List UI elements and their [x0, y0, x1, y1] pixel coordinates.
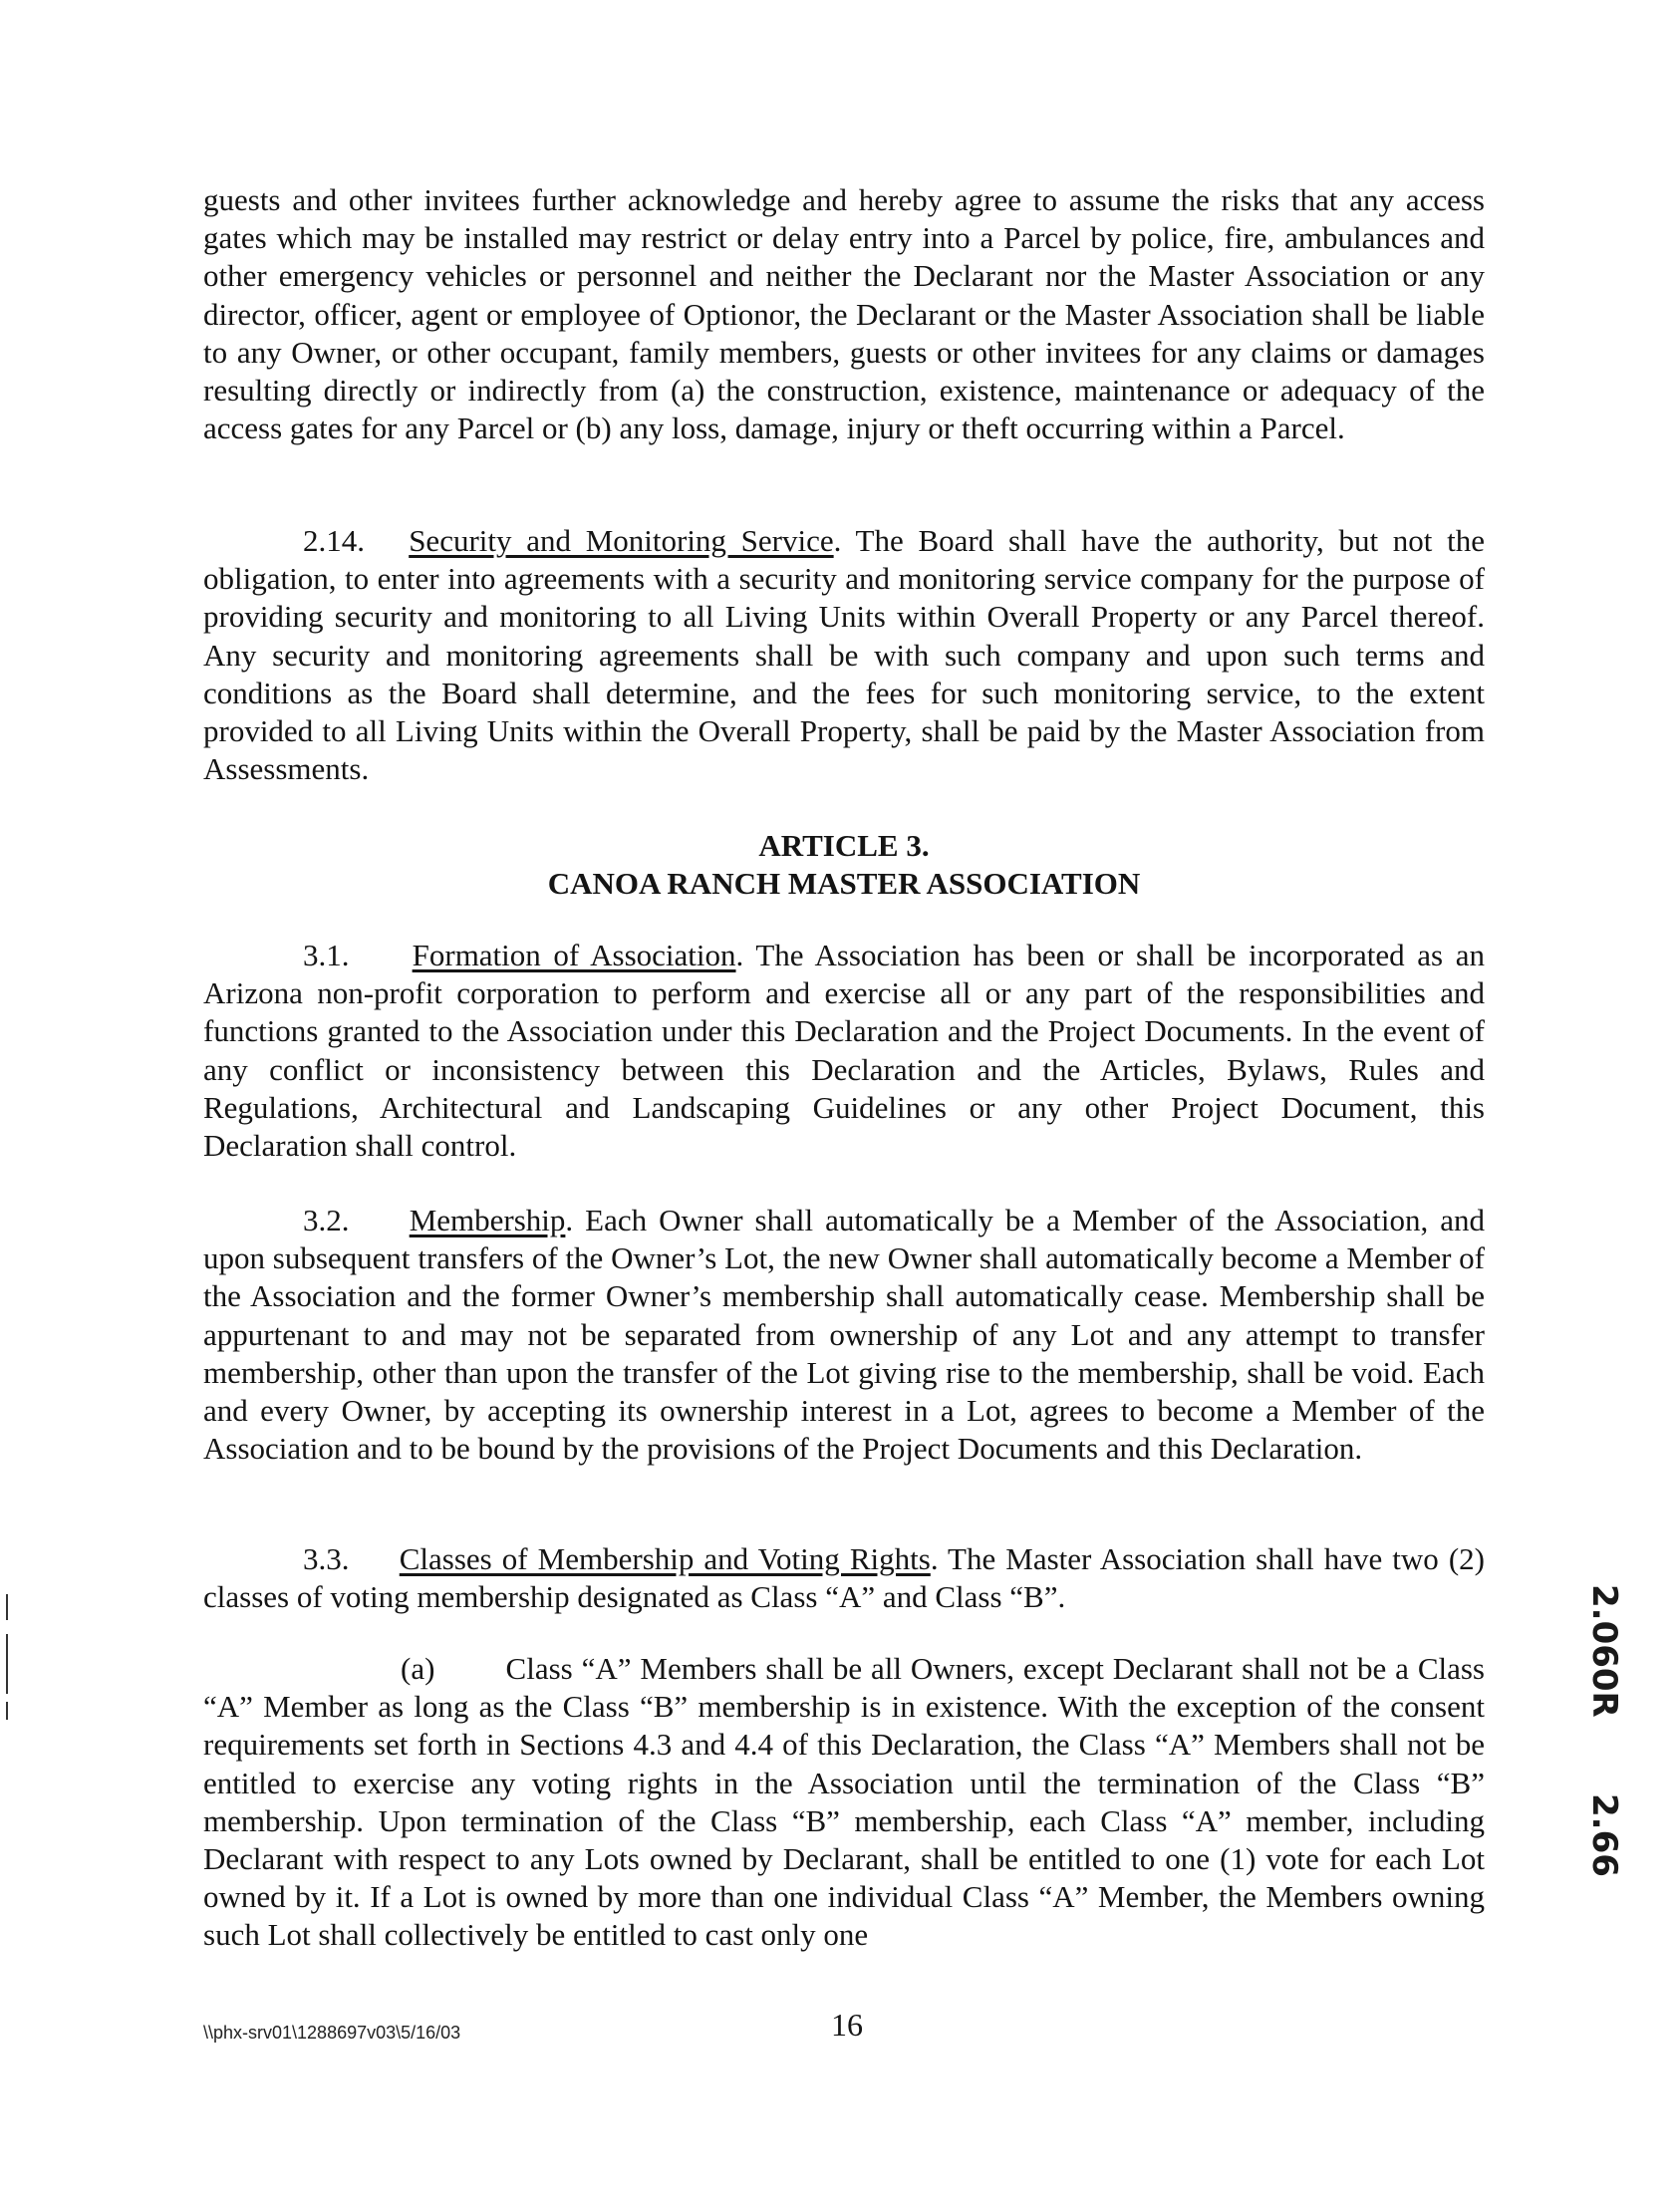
- paragraph-text: guests and other invitees further acknowledge and hereby agree to assume the risks that any access gates which may be installed may restrict or delay entry into a Parcel by police, fire, ambulances and other emergency vehicles or personnel and neither the Declarant nor the Master Association or any director, officer, agent or employee of Optionor, the Declarant or the Master Association shall be liable to any Owner, or other occupant, family members, guests or other invitees for any claims or damages resulting directly or indirectly from (a) the construction, existence, maintenance or adequacy of the access gates for any Parcel or (b) any loss, damage, injury or theft occurring within a Parcel.: [203, 182, 1485, 446]
- section-number: 3.2.: [303, 1203, 350, 1237]
- docket-stamp-text: 2.060R: [1584, 1584, 1624, 1718]
- section-3-1: [203, 937, 1485, 1165]
- section-number: 3.3.: [303, 1541, 350, 1576]
- section-title: Classes of Membership and Voting Rights: [399, 1541, 931, 1576]
- section-number: 3.1.: [303, 938, 350, 972]
- article-number: ARTICLE 3.: [758, 828, 930, 863]
- section-title: Security and Monitoring Service: [409, 523, 834, 558]
- section-3-3-a: [203, 1650, 1485, 1955]
- section-body: . The Board shall have the authority, but not the obligation, to enter into agreements with a security and monitoring service company for the purpose of providing security and monitoring to all Living Units within Overall Property or any Parcel thereof. Any security and monitoring agreements shall be with such company and upon such terms and conditions as the Board shall determine, and the fees for such monitoring service, to the extent provided to all Living Units within the Overall Property, shall be paid by the Master Association from Assessments.: [203, 523, 1486, 787]
- section-3-3: [203, 1540, 1485, 1616]
- subsection-label: (a): [401, 1651, 435, 1686]
- section-body: . Each Owner shall automatically be a Member of the Association, and upon subsequent transfers of the Owner’s Lot, the new Owner shall automatically become a Member of the Association and the former Owner’s membership shall automatically cease. Membership shall be appurtenant to and may not be separated from ownership of any Lot and any attempt to transfer membership, other than upon the transfer of the Lot giving rise to the membership, shall be void. Each and every Owner, by accepting its ownership interest in a Lot, agrees to become a Member of the Association and to be bound by the provisions of the Project Documents and this Declaration.: [203, 1203, 1486, 1467]
- margin-mark: [6, 1702, 8, 1720]
- article-title: CANOA RANCH MASTER ASSOCIATION: [547, 866, 1141, 901]
- section-number: 2.14.: [303, 523, 365, 558]
- page-stamp-text: 2.66: [1584, 1793, 1624, 1877]
- margin-mark: [6, 1594, 8, 1620]
- section-3-2: [203, 1202, 1485, 1468]
- subsection-body: Class “A” Members shall be all Owners, except Declarant shall not be a Class “A” Member as long as the Class “B” membership is in existence. With the exception of the consent requirements set forth in Sections 4.3 and 4.4 of this Declaration, the Class “A” Members shall not be entitled to exercise any voting rights in the Association until the termination of the Class “B” membership. Upon termination of the Class “B” membership, each Class “A” member, including Declarant with respect to any Lots owned by Declarant, shall be entitled to one (1) vote for each Lot owned by it. If a Lot is owned by more than one individual Class “A” Member, the Members owning such Lot shall collectively be entitled to cast only one: [203, 1651, 1485, 1953]
- section-body: . The Association has been or shall be incorporated as an Arizona non-profit corporation to perform and exercise all or any part of the responsibilities and functions granted to the Association under this Declaration and the Project Documents. In the event of any conflict or inconsistency between this Declaration and the Articles, Bylaws, Rules and Regulations, Architectural and Landscaping Guidelines or any other Project Document, this Declaration shall control.: [203, 938, 1486, 1164]
- margin-mark: [6, 1634, 8, 1694]
- page-stamp: [1584, 1793, 1680, 2112]
- document-path: \\phx-srv01\1288697v03\5/16/03: [203, 2023, 461, 2043]
- section-2-14: [203, 522, 1485, 788]
- page-number: 16: [831, 2007, 863, 2043]
- section-title: Formation of Association: [412, 938, 736, 972]
- paragraph-access-gates: [203, 181, 1485, 447]
- section-title: Membership: [409, 1203, 566, 1237]
- section-body: . The Master Association shall have two (2) classes of voting membership designated as Class “A” and Class “B”.: [203, 1541, 1486, 1615]
